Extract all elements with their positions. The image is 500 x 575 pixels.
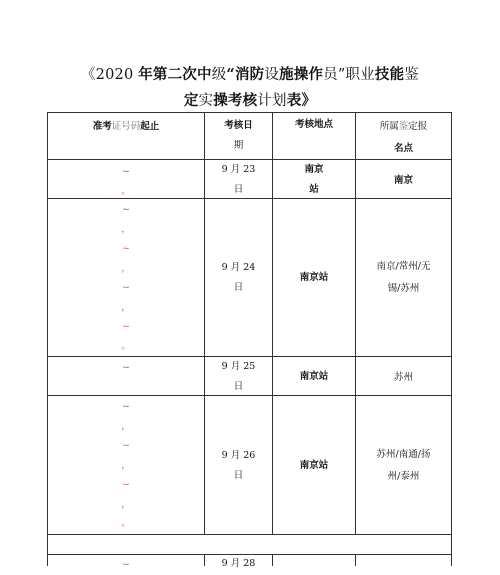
exam-number-range-cell: [48, 397, 204, 534]
exam-date-cell: [205, 357, 272, 397]
table-rule-5: [47, 534, 452, 535]
range-mark: ~: [122, 282, 130, 293]
registration-points-text: 苏州: [393, 372, 413, 383]
table-border-right: [451, 112, 452, 566]
registration-points-cell: [356, 444, 451, 488]
header-text: 证号码: [111, 121, 141, 132]
exam-number-range-cell: [48, 555, 204, 575]
registration-points-text: 南京/常州/无: [376, 261, 431, 272]
title-segment: 表》: [286, 92, 317, 109]
range-mark: ，: [121, 262, 131, 274]
exam-date-cell: [205, 258, 272, 298]
header-exam-number-range: [48, 120, 204, 134]
exam-date-text: 9 月 28: [221, 558, 256, 569]
title-segment: 《2020: [80, 67, 139, 83]
exam-date-text: 9 月 24: [221, 262, 256, 273]
title-segment: 员”职业: [323, 67, 375, 83]
range-mark: ~: [122, 243, 130, 254]
registration-points-cell: [356, 256, 451, 300]
exam-date-text: 日: [233, 282, 244, 293]
title-segment: 施操作: [279, 66, 324, 83]
range-mark: 。: [121, 340, 131, 352]
range-mark: ，: [121, 301, 131, 313]
registration-points-text: 州/泰州: [387, 471, 420, 482]
exam-number-range-cell: [48, 200, 204, 356]
exam-location-text: 南京站: [299, 460, 329, 471]
registration-points-text: 南京: [393, 175, 413, 186]
table-divider-col3-tail: [355, 554, 356, 566]
range-mark: ~: [122, 401, 130, 412]
document-title-line-2: [0, 88, 500, 114]
title-segment: 定: [183, 92, 199, 109]
registration-points-cell: [356, 170, 451, 192]
range-mark: ~: [122, 204, 130, 215]
range-mark: ，: [121, 459, 131, 471]
table-border-top: [47, 112, 452, 113]
title-segment: “消防: [226, 66, 265, 83]
exam-date-cell: [205, 160, 272, 200]
range-mark: ~: [122, 559, 130, 570]
title-segment: 年第二次中: [138, 66, 212, 83]
header-text: 名点: [393, 143, 413, 154]
exam-location-cell: [273, 367, 355, 387]
exam-date-text: 日: [233, 184, 244, 195]
header-text: 所属: [379, 121, 399, 132]
document-title-line-1: [0, 62, 500, 88]
exam-date-text: 9 月 26: [221, 450, 256, 461]
header-exam-date: [205, 116, 272, 156]
exam-location-cell: [273, 268, 355, 288]
table-divider-col2-tail: [272, 554, 273, 566]
header-text: 起止: [140, 121, 160, 132]
exam-location-text: 南京站: [299, 272, 329, 283]
exam-location-text: 南京: [304, 164, 324, 175]
exam-location-cell: [273, 456, 355, 476]
exam-number-range-cell: [48, 358, 204, 378]
range-mark: ~: [122, 440, 130, 451]
exam-date-text: 日: [233, 381, 244, 392]
header-text: 鉴: [398, 121, 409, 132]
header-text: 准考: [92, 121, 112, 132]
range-mark: 。: [121, 518, 131, 529]
registration-points-cell: [356, 367, 451, 389]
title-segment: 鉴: [404, 67, 419, 83]
title-segment: 实: [198, 93, 214, 109]
exam-location-text: 站: [309, 184, 319, 195]
header-text: 考核日: [224, 120, 253, 131]
range-mark: ，: [121, 223, 131, 235]
exam-location-text: 南京站: [299, 371, 329, 382]
title-segment: 设: [264, 67, 280, 83]
title-segment: 技能: [374, 66, 405, 83]
header-registration-points: [356, 116, 451, 160]
exam-date-text: 9 月 25: [221, 361, 256, 372]
registration-points-text: 锡/苏州: [387, 283, 420, 294]
header-text: 期: [233, 140, 244, 151]
header-exam-location: 考核地点: [294, 119, 333, 130]
exam-date-cell: [205, 446, 272, 486]
range-mark: 。: [121, 185, 131, 197]
exam-location-cell: [273, 160, 355, 200]
registration-points-text: 苏州/南通/扬: [376, 449, 431, 460]
title-segment: 计划: [257, 93, 287, 109]
header-text: 定报: [408, 121, 428, 132]
exam-date-text: 日: [233, 470, 244, 481]
range-mark: ，: [121, 498, 131, 510]
range-mark: ~: [122, 362, 130, 373]
range-mark: ~: [122, 166, 130, 177]
range-mark: ~: [122, 479, 130, 490]
exam-date-text: 9 月 23: [221, 164, 256, 175]
title-segment: 级: [211, 67, 227, 83]
exam-number-range-cell: [48, 162, 204, 201]
range-mark: ，: [121, 420, 131, 432]
range-mark: ~: [122, 321, 130, 332]
title-segment: 操考核: [213, 92, 258, 109]
exam-date-cell: [205, 554, 272, 574]
